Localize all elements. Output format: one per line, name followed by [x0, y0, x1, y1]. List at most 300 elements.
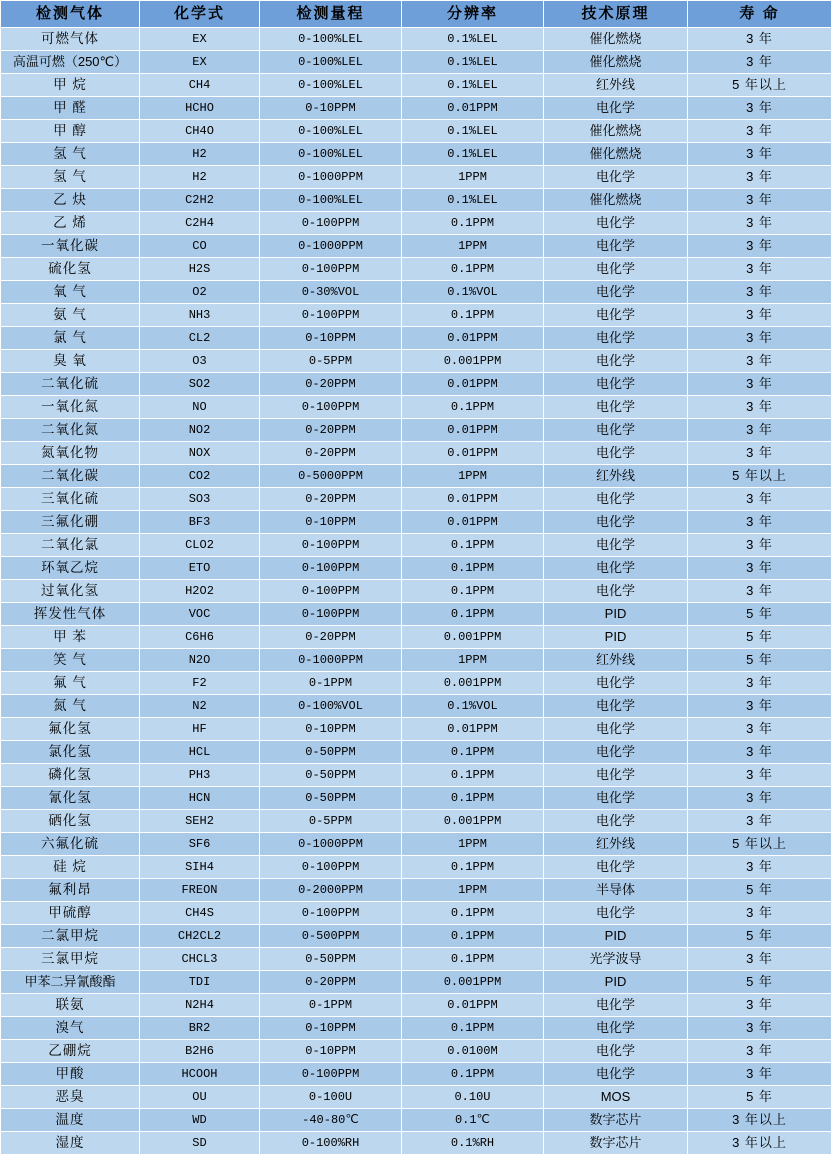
cell-resolution: 0.1%LEL [402, 74, 544, 97]
cell-formula: CLO2 [140, 534, 260, 557]
cell-resolution: 0.1PPM [402, 764, 544, 787]
table-row [1, 1040, 831, 1063]
cell-range: 0-1000PPM [260, 833, 402, 856]
cell-resolution: 0.001PPM [402, 672, 544, 695]
cell-life: 5 年 [688, 925, 831, 948]
cell-formula: EX [140, 51, 260, 74]
cell-gas: 过氧化氢 [1, 580, 140, 603]
cell-resolution: 1PPM [402, 833, 544, 856]
cell-life: 3 年 [688, 856, 831, 879]
cell-principle: PID [544, 971, 688, 994]
table-row [1, 373, 831, 396]
cell-formula: CH2CL2 [140, 925, 260, 948]
cell-gas: 氧 气 [1, 281, 140, 304]
table-row [1, 994, 831, 1017]
cell-principle: 电化学 [544, 327, 688, 350]
cell-resolution: 0.1PPM [402, 925, 544, 948]
cell-formula: SF6 [140, 833, 260, 856]
cell-formula: SD [140, 1132, 260, 1155]
cell-principle: 半导体 [544, 879, 688, 902]
cell-life: 3 年 [688, 281, 831, 304]
cell-principle: 红外线 [544, 465, 688, 488]
cell-range: 0-20PPM [260, 971, 402, 994]
cell-life: 3 年 [688, 902, 831, 925]
cell-principle: 电化学 [544, 672, 688, 695]
cell-principle: 催化燃烧 [544, 120, 688, 143]
cell-life: 3 年 [688, 212, 831, 235]
cell-gas: 一氧化碳 [1, 235, 140, 258]
cell-life: 3 年 [688, 51, 831, 74]
cell-life: 3 年 [688, 488, 831, 511]
cell-principle: 电化学 [544, 1017, 688, 1040]
cell-principle: 电化学 [544, 764, 688, 787]
cell-life: 3 年 [688, 143, 831, 166]
cell-gas: 乙 炔 [1, 189, 140, 212]
cell-range: 0-10PPM [260, 1040, 402, 1063]
table-row [1, 327, 831, 350]
cell-range: 0-20PPM [260, 626, 402, 649]
cell-gas: 乙 烯 [1, 212, 140, 235]
cell-principle: 催化燃烧 [544, 189, 688, 212]
cell-principle: 催化燃烧 [544, 28, 688, 51]
cell-formula: CH4O [140, 120, 260, 143]
cell-resolution: 0.001PPM [402, 810, 544, 833]
cell-principle: 电化学 [544, 396, 688, 419]
column-header-gas: 检测气体 [1, 1, 140, 28]
cell-range: 0-10PPM [260, 1017, 402, 1040]
table-row [1, 603, 831, 626]
cell-range: 0-100PPM [260, 580, 402, 603]
cell-formula: CO [140, 235, 260, 258]
cell-gas: 甲 苯 [1, 626, 140, 649]
cell-range: 0-100PPM [260, 1063, 402, 1086]
cell-resolution: 0.1%LEL [402, 51, 544, 74]
cell-range: 0-5PPM [260, 810, 402, 833]
table-row [1, 1017, 831, 1040]
cell-resolution: 0.1%VOL [402, 695, 544, 718]
table-row [1, 833, 831, 856]
cell-gas: 高温可燃（250℃） [1, 51, 140, 74]
cell-range: 0-500PPM [260, 925, 402, 948]
cell-range: 0-20PPM [260, 442, 402, 465]
cell-life: 3 年 [688, 764, 831, 787]
cell-resolution: 0.1PPM [402, 534, 544, 557]
cell-range: 0-10PPM [260, 511, 402, 534]
cell-formula: SEH2 [140, 810, 260, 833]
cell-range: 0-100%LEL [260, 74, 402, 97]
cell-range: 0-100%LEL [260, 143, 402, 166]
table-row [1, 419, 831, 442]
cell-formula: BF3 [140, 511, 260, 534]
cell-gas: 硅 烷 [1, 856, 140, 879]
cell-life: 3 年 [688, 189, 831, 212]
column-header-range: 检测量程 [260, 1, 402, 28]
cell-formula: C6H6 [140, 626, 260, 649]
cell-principle: 催化燃烧 [544, 143, 688, 166]
table-row [1, 143, 831, 166]
table-row [1, 718, 831, 741]
cell-formula: NOX [140, 442, 260, 465]
cell-principle: 电化学 [544, 511, 688, 534]
cell-range: 0-100%LEL [260, 28, 402, 51]
cell-range: 0-10PPM [260, 718, 402, 741]
cell-resolution: 0.1PPM [402, 787, 544, 810]
cell-formula: NO [140, 396, 260, 419]
cell-range: 0-100%RH [260, 1132, 402, 1155]
cell-resolution: 0.1PPM [402, 948, 544, 971]
cell-principle: 电化学 [544, 212, 688, 235]
table-row [1, 1132, 831, 1155]
cell-range: 0-50PPM [260, 741, 402, 764]
cell-principle: 红外线 [544, 74, 688, 97]
cell-life: 5 年以上 [688, 833, 831, 856]
cell-resolution: 0.1%LEL [402, 143, 544, 166]
cell-principle: 电化学 [544, 281, 688, 304]
cell-formula: NH3 [140, 304, 260, 327]
cell-gas: 硒化氢 [1, 810, 140, 833]
table-row [1, 396, 831, 419]
cell-life: 3 年 [688, 28, 831, 51]
cell-formula: SO2 [140, 373, 260, 396]
cell-gas: 氮氧化物 [1, 442, 140, 465]
cell-life: 3 年 [688, 327, 831, 350]
table-row [1, 534, 831, 557]
cell-life: 3 年以上 [688, 1109, 831, 1132]
cell-gas: 一氧化氮 [1, 396, 140, 419]
cell-range: 0-10PPM [260, 327, 402, 350]
cell-gas: 湿度 [1, 1132, 140, 1155]
cell-principle: 电化学 [544, 695, 688, 718]
cell-formula: F2 [140, 672, 260, 695]
cell-resolution: 0.01PPM [402, 419, 544, 442]
cell-formula: CHCL3 [140, 948, 260, 971]
cell-life: 3 年 [688, 557, 831, 580]
cell-principle: 电化学 [544, 97, 688, 120]
table-row [1, 189, 831, 212]
cell-gas: 环氧乙烷 [1, 557, 140, 580]
cell-formula: N2 [140, 695, 260, 718]
cell-resolution: 0.01PPM [402, 442, 544, 465]
cell-gas: 可燃气体 [1, 28, 140, 51]
cell-range: 0-10PPM [260, 97, 402, 120]
cell-principle: 电化学 [544, 258, 688, 281]
cell-resolution: 0.1PPM [402, 1017, 544, 1040]
column-header-principle: 技术原理 [544, 1, 688, 28]
cell-gas: 氟化氢 [1, 718, 140, 741]
cell-resolution: 0.1%VOL [402, 281, 544, 304]
cell-gas: 氢 气 [1, 166, 140, 189]
table-row [1, 741, 831, 764]
cell-life: 3 年 [688, 948, 831, 971]
cell-life: 5 年 [688, 649, 831, 672]
cell-life: 3 年 [688, 511, 831, 534]
table-row [1, 1109, 831, 1132]
table-row [1, 281, 831, 304]
cell-gas: 氟利昂 [1, 879, 140, 902]
cell-principle: 电化学 [544, 1063, 688, 1086]
cell-gas: 氰化氢 [1, 787, 140, 810]
cell-resolution: 0.1PPM [402, 258, 544, 281]
cell-life: 3 年 [688, 810, 831, 833]
cell-formula: BR2 [140, 1017, 260, 1040]
cell-range: 0-100%LEL [260, 120, 402, 143]
table-row [1, 212, 831, 235]
cell-formula: H2 [140, 166, 260, 189]
cell-principle: 电化学 [544, 902, 688, 925]
cell-resolution: 0.0100M [402, 1040, 544, 1063]
cell-formula: CH4 [140, 74, 260, 97]
table-row [1, 442, 831, 465]
table-row [1, 1086, 831, 1109]
cell-gas: 甲苯二异氰酸酯 [1, 971, 140, 994]
cell-principle: PID [544, 603, 688, 626]
cell-gas: 氮 气 [1, 695, 140, 718]
cell-gas: 硫化氢 [1, 258, 140, 281]
cell-formula: CH4S [140, 902, 260, 925]
cell-gas: 二氧化碳 [1, 465, 140, 488]
cell-life: 5 年 [688, 879, 831, 902]
cell-range: 0-20PPM [260, 419, 402, 442]
cell-gas: 三氟化硼 [1, 511, 140, 534]
table-row [1, 626, 831, 649]
table-row [1, 902, 831, 925]
table-row [1, 580, 831, 603]
cell-resolution: 1PPM [402, 649, 544, 672]
cell-resolution: 0.1PPM [402, 856, 544, 879]
cell-resolution: 0.1PPM [402, 741, 544, 764]
cell-gas: 乙硼烷 [1, 1040, 140, 1063]
cell-range: 0-100PPM [260, 396, 402, 419]
cell-gas: 臭 氧 [1, 350, 140, 373]
cell-life: 3 年 [688, 235, 831, 258]
table-row [1, 74, 831, 97]
cell-principle: 电化学 [544, 235, 688, 258]
table-row [1, 925, 831, 948]
cell-formula: ETO [140, 557, 260, 580]
cell-gas: 甲酸 [1, 1063, 140, 1086]
cell-gas: 挥发性气体 [1, 603, 140, 626]
cell-formula: WD [140, 1109, 260, 1132]
column-header-resolution: 分辨率 [402, 1, 544, 28]
cell-formula: O2 [140, 281, 260, 304]
cell-life: 3 年 [688, 741, 831, 764]
cell-range: 0-20PPM [260, 488, 402, 511]
cell-resolution: 1PPM [402, 465, 544, 488]
cell-formula: TDI [140, 971, 260, 994]
cell-resolution: 1PPM [402, 235, 544, 258]
cell-formula: HCHO [140, 97, 260, 120]
table-row [1, 971, 831, 994]
cell-resolution: 0.001PPM [402, 350, 544, 373]
cell-principle: 电化学 [544, 419, 688, 442]
cell-gas: 联氨 [1, 994, 140, 1017]
cell-range: 0-100PPM [260, 902, 402, 925]
cell-range: 0-100%LEL [260, 189, 402, 212]
cell-formula: H2O2 [140, 580, 260, 603]
cell-principle: PID [544, 925, 688, 948]
table-header-row [1, 1, 831, 28]
cell-resolution: 0.1PPM [402, 902, 544, 925]
cell-resolution: 0.1PPM [402, 557, 544, 580]
cell-formula: VOC [140, 603, 260, 626]
cell-formula: HF [140, 718, 260, 741]
cell-gas: 氯化氢 [1, 741, 140, 764]
cell-range: 0-100PPM [260, 212, 402, 235]
cell-principle: 红外线 [544, 833, 688, 856]
cell-life: 3 年 [688, 396, 831, 419]
cell-formula: C2H4 [140, 212, 260, 235]
cell-gas: 温度 [1, 1109, 140, 1132]
table-row [1, 856, 831, 879]
cell-principle: 电化学 [544, 1040, 688, 1063]
cell-life: 3 年 [688, 350, 831, 373]
cell-life: 3 年 [688, 304, 831, 327]
cell-range: 0-100%VOL [260, 695, 402, 718]
table-row [1, 810, 831, 833]
cell-formula: N2O [140, 649, 260, 672]
cell-life: 3 年 [688, 97, 831, 120]
cell-principle: 电化学 [544, 994, 688, 1017]
cell-formula: EX [140, 28, 260, 51]
cell-life: 5 年 [688, 626, 831, 649]
table-row [1, 465, 831, 488]
cell-resolution: 0.01PPM [402, 488, 544, 511]
cell-life: 5 年 [688, 1086, 831, 1109]
column-header-life: 寿 命 [688, 1, 831, 28]
cell-principle: 电化学 [544, 350, 688, 373]
cell-principle: 电化学 [544, 534, 688, 557]
cell-life: 3 年以上 [688, 1132, 831, 1155]
cell-gas: 氢 气 [1, 143, 140, 166]
cell-life: 3 年 [688, 442, 831, 465]
cell-resolution: 1PPM [402, 166, 544, 189]
cell-range: 0-1000PPM [260, 649, 402, 672]
cell-range: 0-100PPM [260, 603, 402, 626]
cell-principle: PID [544, 626, 688, 649]
cell-life: 3 年 [688, 580, 831, 603]
cell-formula: SO3 [140, 488, 260, 511]
cell-formula: HCL [140, 741, 260, 764]
table-body [1, 28, 831, 1155]
cell-life: 3 年 [688, 373, 831, 396]
cell-principle: 电化学 [544, 373, 688, 396]
cell-principle: 电化学 [544, 810, 688, 833]
cell-gas: 溴气 [1, 1017, 140, 1040]
cell-principle: 电化学 [544, 787, 688, 810]
cell-life: 5 年以上 [688, 465, 831, 488]
cell-resolution: 0.01PPM [402, 373, 544, 396]
cell-life: 3 年 [688, 1040, 831, 1063]
cell-gas: 氟 气 [1, 672, 140, 695]
cell-range: 0-1000PPM [260, 235, 402, 258]
cell-range: 0-1PPM [260, 994, 402, 1017]
table-row [1, 51, 831, 74]
cell-gas: 笑 气 [1, 649, 140, 672]
cell-gas: 氯 气 [1, 327, 140, 350]
cell-gas: 二氧化硫 [1, 373, 140, 396]
table-row [1, 235, 831, 258]
table-row [1, 649, 831, 672]
cell-gas: 二氧化氯 [1, 534, 140, 557]
table-row [1, 787, 831, 810]
cell-principle: 电化学 [544, 718, 688, 741]
cell-formula: CL2 [140, 327, 260, 350]
cell-range: 0-30%VOL [260, 281, 402, 304]
table-row [1, 28, 831, 51]
cell-resolution: 0.1PPM [402, 1063, 544, 1086]
cell-principle: 电化学 [544, 488, 688, 511]
cell-resolution: 0.01PPM [402, 327, 544, 350]
cell-principle: 电化学 [544, 580, 688, 603]
cell-gas: 三氧化硫 [1, 488, 140, 511]
cell-principle: 光学波导 [544, 948, 688, 971]
cell-principle: 催化燃烧 [544, 51, 688, 74]
table-row [1, 350, 831, 373]
table-row [1, 97, 831, 120]
cell-life: 3 年 [688, 120, 831, 143]
cell-gas: 恶臭 [1, 1086, 140, 1109]
cell-gas: 甲硫醇 [1, 902, 140, 925]
cell-resolution: 0.1%LEL [402, 120, 544, 143]
cell-gas: 甲 醇 [1, 120, 140, 143]
cell-principle: 电化学 [544, 304, 688, 327]
cell-range: 0-5000PPM [260, 465, 402, 488]
cell-formula: SIH4 [140, 856, 260, 879]
cell-life: 5 年 [688, 971, 831, 994]
cell-principle: 数字芯片 [544, 1109, 688, 1132]
cell-life: 3 年 [688, 672, 831, 695]
cell-range: 0-100U [260, 1086, 402, 1109]
cell-life: 3 年 [688, 534, 831, 557]
cell-gas: 磷化氢 [1, 764, 140, 787]
cell-principle: MOS [544, 1086, 688, 1109]
cell-resolution: 0.1PPM [402, 212, 544, 235]
cell-life: 5 年以上 [688, 74, 831, 97]
cell-resolution: 0.1%RH [402, 1132, 544, 1155]
cell-gas: 三氯甲烷 [1, 948, 140, 971]
cell-range: 0-50PPM [260, 787, 402, 810]
cell-formula: H2S [140, 258, 260, 281]
cell-resolution: 0.1PPM [402, 603, 544, 626]
cell-life: 3 年 [688, 1017, 831, 1040]
cell-life: 3 年 [688, 1063, 831, 1086]
cell-resolution: 0.1%LEL [402, 189, 544, 212]
cell-resolution: 0.1%LEL [402, 28, 544, 51]
table-row [1, 304, 831, 327]
cell-resolution: 0.10U [402, 1086, 544, 1109]
cell-range: 0-100PPM [260, 534, 402, 557]
table-row [1, 695, 831, 718]
table-row [1, 120, 831, 143]
cell-formula: B2H6 [140, 1040, 260, 1063]
cell-resolution: 0.1PPM [402, 304, 544, 327]
cell-gas: 六氟化硫 [1, 833, 140, 856]
table-row [1, 166, 831, 189]
cell-gas: 甲 烷 [1, 74, 140, 97]
cell-formula: CO2 [140, 465, 260, 488]
cell-resolution: 0.001PPM [402, 626, 544, 649]
cell-life: 3 年 [688, 258, 831, 281]
cell-life: 5 年 [688, 603, 831, 626]
cell-range: 0-100PPM [260, 258, 402, 281]
cell-resolution: 1PPM [402, 879, 544, 902]
cell-principle: 红外线 [544, 649, 688, 672]
cell-principle: 电化学 [544, 741, 688, 764]
cell-range: 0-5PPM [260, 350, 402, 373]
table-row [1, 511, 831, 534]
cell-range: 0-2000PPM [260, 879, 402, 902]
cell-formula: OU [140, 1086, 260, 1109]
